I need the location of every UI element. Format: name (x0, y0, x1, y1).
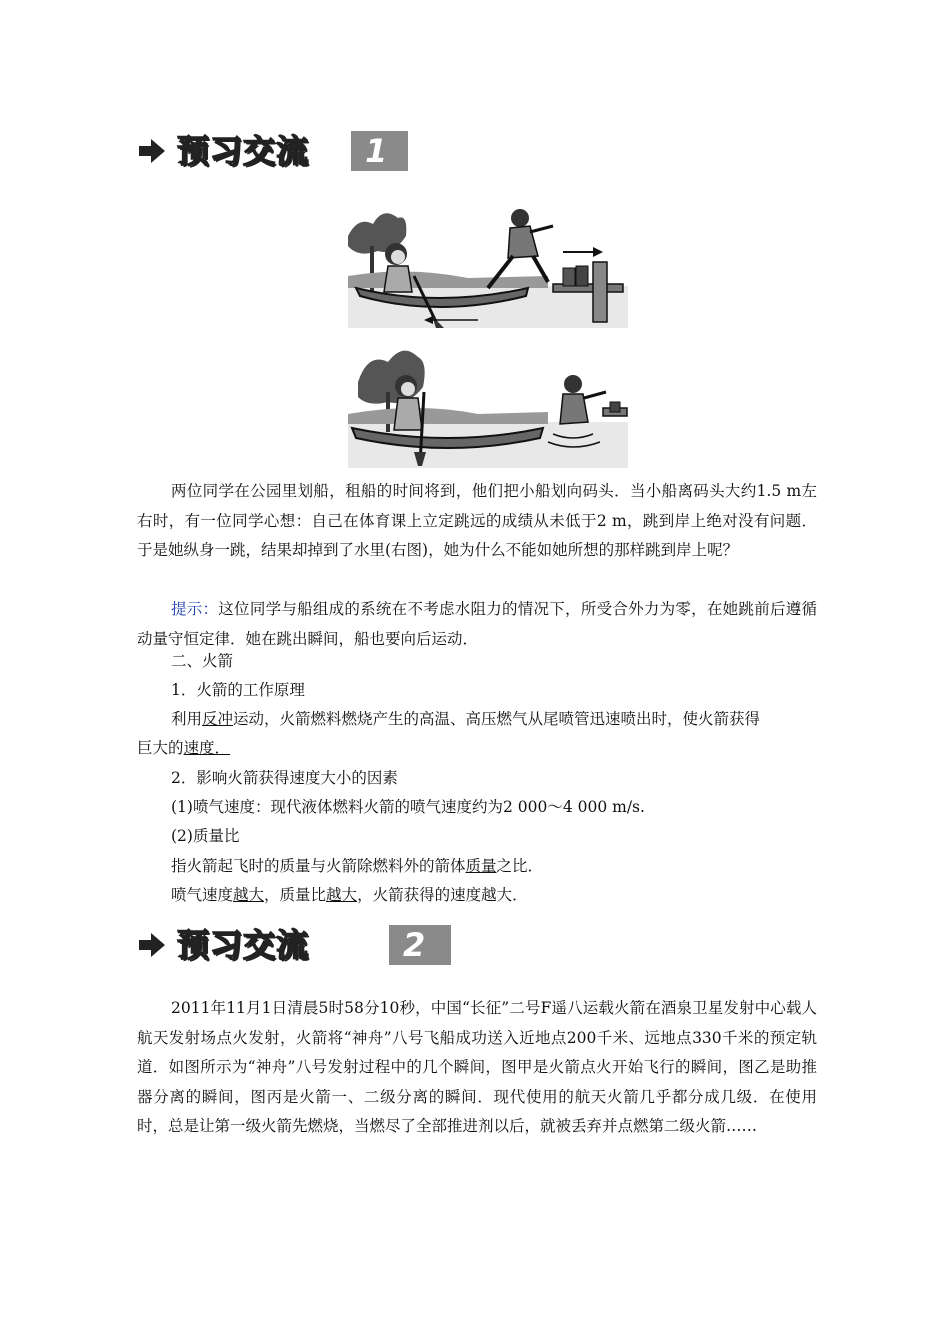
hint-paragraph (137, 595, 817, 654)
principle-line-1 (171, 705, 760, 735)
rowing-boat-jump-illustration (348, 196, 628, 328)
underlined-answer: 越大 (233, 886, 265, 904)
banner-number: 2 (389, 925, 451, 965)
factor-mass-ratio: (2)质量比 (171, 827, 240, 845)
banner-title: 预习交流 (177, 132, 310, 170)
text-run: 运动，火箭燃料燃烧产生的高温、高压燃气从尾喷管迅速喷出时，使火箭获得 (233, 710, 761, 728)
heading-factors: 2．影响火箭获得速度大小的因素 (171, 769, 398, 787)
hint-label: 提示： (171, 600, 219, 618)
text-run: ，火箭获得的速度越大． (357, 886, 528, 904)
factor-jet-speed: (1)喷气速度：现代液体燃料火箭的喷气速度约为2 000～4 000 m/s. (171, 798, 645, 816)
underlined-answer: 质量 (465, 857, 497, 875)
heading-rocket: 二、火箭 (171, 652, 234, 670)
text-run: 巨大的 (137, 739, 184, 757)
text-run: 利用 (171, 710, 203, 728)
hint-text: 这位同学与船组成的系统在不考虑水阻力的情况下，所受合外力为零，在她跳前后遵循动量守恒定律．她在跳出瞬间，船也要向后运动． (137, 600, 817, 648)
underlined-answer: 反冲 (202, 710, 234, 728)
launch-story-paragraph: 2011年11月1日清晨5时58分10秒，中国“长征”二号F遥八运载火箭在酒泉卫星发射中心载人航天发射场点火发射，火箭将“神舟”八号飞船成功送入近地点200千米、远地点330千米的预定轨道．如图所示为“神舟”八号发射过程中的几个瞬间，图甲是火箭点火开始飞行的瞬间，图乙是助推器分离的瞬间，图丙是火箭一、二级分离的瞬间．现代使用的航天火箭几乎都分成几级．在使用时，总是让第一级火箭先燃烧，当燃尽了全部推进剂以后，就被丢弃并点燃第二级火箭…… (137, 999, 817, 1135)
text-run: 之比． (496, 857, 544, 875)
banner-title: 预习交流 (177, 926, 310, 964)
arrow-right-icon (137, 137, 167, 165)
section-banner-1 (137, 131, 408, 171)
summary-line (171, 881, 528, 911)
principle-line-2 (137, 734, 230, 764)
underlined-answer: 速度． (183, 739, 231, 757)
text-run: 指火箭起飞时的质量与火箭除燃料外的箭体 (171, 857, 466, 875)
section-banner-2 (137, 925, 451, 965)
heading-principle: 1．火箭的工作原理 (171, 681, 305, 699)
arrow-right-icon (137, 931, 167, 959)
underlined-answer: 越大 (326, 886, 358, 904)
banner-number: 1 (351, 131, 408, 171)
text-run: ，质量比 (264, 886, 327, 904)
text-run: 喷气速度 (171, 886, 234, 904)
story-paragraph: 两位同学在公园里划船，租船的时间将到，他们把小船划向码头．当小船离码头大约1.5 m左右时，有一位同学心想：自己在体育课上立定跳远的成绩从未低于2 m，跳到岸上绝对没有问题．于是她纵身一跳，结果却掉到了水里(右图)，她为什么不能如她所想的那样跳到岸上呢？ (137, 482, 817, 559)
girl-falls-into-water-illustration (348, 342, 628, 468)
mass-ratio-definition (171, 852, 543, 882)
